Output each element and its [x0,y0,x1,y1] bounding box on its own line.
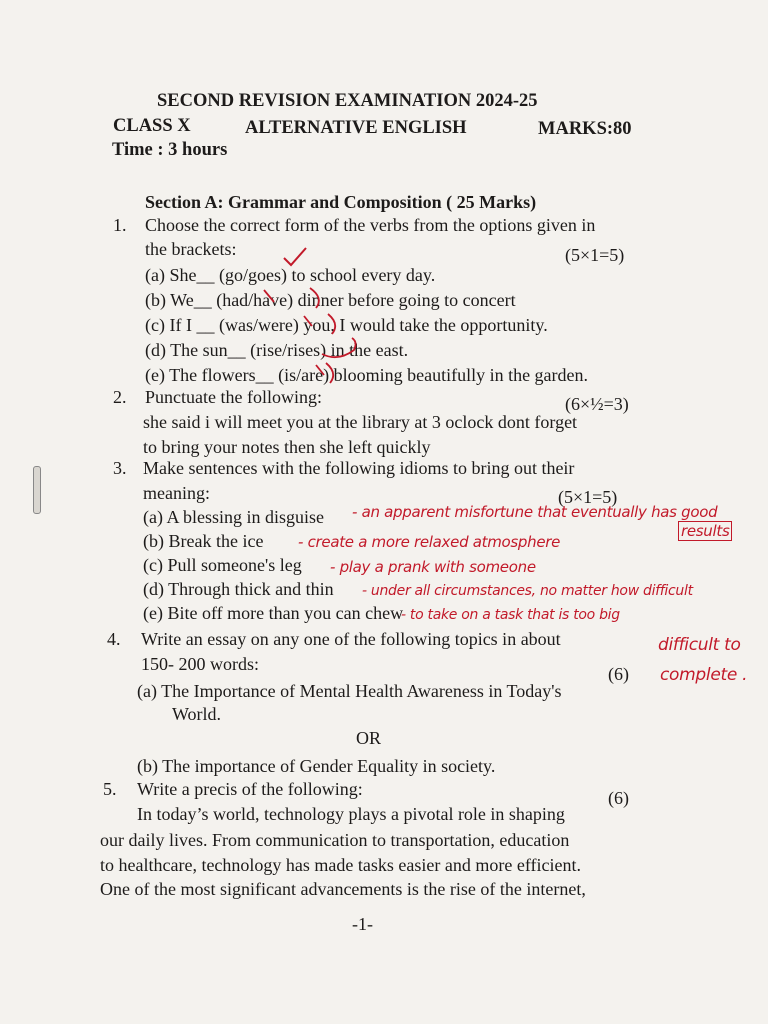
q2-marks: (6×½=3) [565,394,629,414]
subject-label: ALTERNATIVE ENGLISH [245,118,467,138]
q3-item-b: (b) Break the ice [143,531,264,551]
handwritten-answer-b: - create a more relaxed atmosphere [298,533,561,551]
q2-text-line1: Punctuate the following: [145,387,322,407]
q4-number: 4. [107,629,121,649]
q1-text-line2: the brackets: [145,239,237,259]
q4-marks: (6) [608,664,629,684]
q1-item-d: (d) The sun__ (rise/rises) in the east. [145,340,409,360]
q3-text-line2: meaning: [143,483,210,503]
section-a-title: Section A: Grammar and Composition ( 25 Marks) [145,192,537,212]
q3-text-line1: Make sentences with the following idioms to bring out their [143,458,575,478]
q5-text-line1: Write a precis of the following: [137,779,363,799]
handwritten-answer-e-line2: difficult to [658,635,741,655]
q2-passage-line2: to bring your notes then she left quickly [143,437,431,457]
handwritten-answer-a-cont: results [678,521,732,541]
margin-staple-mark [33,466,41,514]
q5-passage-line3: to healthcare, technology has made tasks easier and more efficient. [100,855,581,875]
handwritten-answer-c: - play a prank with someone [330,558,536,576]
handwritten-answer-e: - to take on a task that is too big [401,607,620,623]
q1-item-a: (a) She__ (go/goes) to school every day. [145,265,436,285]
q4-option-b: (b) The importance of Gender Equality in society. [137,756,496,776]
q3-item-e: (e) Bite off more than you can chew [143,603,404,623]
q1-item-c: (c) If I __ (was/were) you, I would take the opportunity. [145,315,548,335]
q1-text-line1: Choose the correct form of the verbs from the options given in [145,215,596,235]
q3-marks: (5×1=5) [558,487,618,507]
circle-mark-icon [258,286,328,310]
page-number: -1- [352,914,373,934]
q4-text-line2: 150- 200 words: [141,654,259,674]
time-label: Time : 3 hours [112,140,228,160]
q5-marks: (6) [608,788,629,808]
handwritten-answer-d: - under all circumstances, no matter how difficult [362,583,693,599]
q1-item-b: (b) We__ (had/have) dinner before going to concert [145,290,516,310]
q5-number: 5. [103,779,117,799]
q1-item-e: (e) The flowers__ (is/are) blooming beautifully in the garden. [145,365,589,385]
q1-marks: (5×1=5) [565,245,625,265]
q4-or-label: OR [356,728,382,748]
q2-passage-line1: she said i will meet you at the library at 3 oclock dont forget [143,412,578,432]
q4-option-a-line1: (a) The Importance of Mental Health Awareness in Today's [137,681,562,701]
circle-mark-icon [318,336,360,362]
circle-mark-icon [308,361,338,385]
q3-item-a: (a) A blessing in disguise [143,507,324,527]
handwritten-answer-a: - an apparent misfortune that eventually has good [352,503,718,521]
q2-number: 2. [113,387,127,407]
class-label: CLASS X [113,116,191,136]
exam-title: SECOND REVISION EXAMINATION 2024-25 [157,91,538,111]
q5-passage-line4: One of the most significant advancements is the rise of the internet, [100,879,586,899]
q3-item-c: (c) Pull someone's leg [143,555,302,575]
q4-text-line1: Write an essay on any one of the following topics in about [141,629,561,649]
q5-passage-line2: our daily lives. From communication to transportation, education [100,830,570,850]
handwritten-answer-e-line3: complete . [660,665,748,685]
q3-number: 3. [113,458,127,478]
q1-number: 1. [113,215,127,235]
q5-passage-line1: In today’s world, technology plays a pivotal role in shaping [137,804,565,824]
circle-mark-icon [298,312,340,336]
q4-option-a-line2: World. [172,704,222,724]
q3-item-d: (d) Through thick and thin [143,579,334,599]
checkmark-icon [282,246,308,268]
marks-label: MARKS:80 [538,119,632,139]
